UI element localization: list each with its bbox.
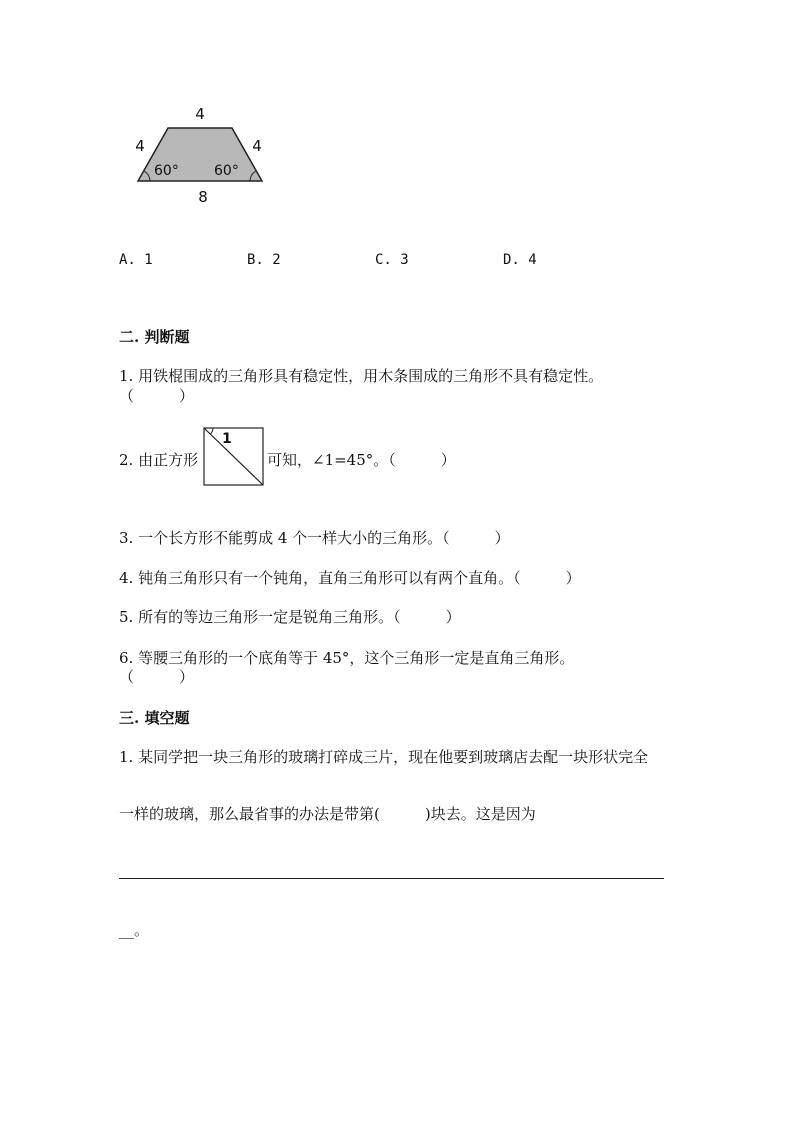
fill-q1-end: __。 <box>119 921 150 939</box>
judge-q6-paren: （ ） <box>119 668 195 686</box>
fill-q1-line2: 一样的玻璃，那么最省事的办法是带第( )块去。这是因为 <box>119 805 536 823</box>
square-figure <box>203 427 265 487</box>
left-angle-label: 60° <box>154 163 179 179</box>
left-side-label: 4 <box>135 137 145 155</box>
judge-q2-suffix: 可知，∠1=45°。（ ） <box>267 451 456 469</box>
judge-q1-paren: （ ） <box>119 387 195 405</box>
option-a: A. 1 <box>119 252 153 268</box>
judge-q1-text: 1. 用铁棍围成的三角形具有稳定性，用木条围成的三角形不具有稳定性。 <box>119 367 604 385</box>
option-b: B. 2 <box>247 252 281 268</box>
option-d: D. 4 <box>503 252 537 268</box>
judge-q3: 3. 一个长方形不能剪成 4 个一样大小的三角形。（ ） <box>119 529 510 547</box>
option-c: C. 3 <box>375 252 409 268</box>
fill-q1-line1: 1. 某同学把一块三角形的玻璃打碎成三片，现在他要到玻璃店去配一块形状完全 <box>119 748 649 766</box>
trapezoid-figure <box>128 100 273 210</box>
right-side-label: 4 <box>252 137 262 155</box>
right-angle-label: 60° <box>214 163 239 179</box>
section-2-title: 二. 判断题 <box>119 328 190 346</box>
judge-q2-prefix: 2. 由正方形 <box>119 451 199 469</box>
judge-q5: 5. 所有的等边三角形一定是锐角三角形。（ ） <box>119 608 461 626</box>
section-3-title: 三. 填空题 <box>119 709 190 727</box>
judge-q6-text: 6. 等腰三角形的一个底角等于 45°，这个三角形一定是直角三角形。 <box>119 649 575 667</box>
fill-q1-answer-line <box>119 878 664 879</box>
judge-q4: 4. 钝角三角形只有一个钝角，直角三角形可以有两个直角。（ ） <box>119 569 581 587</box>
angle-1-label: 1 <box>222 431 232 447</box>
bottom-side-label: 8 <box>198 188 208 206</box>
top-side-label: 4 <box>195 105 205 123</box>
